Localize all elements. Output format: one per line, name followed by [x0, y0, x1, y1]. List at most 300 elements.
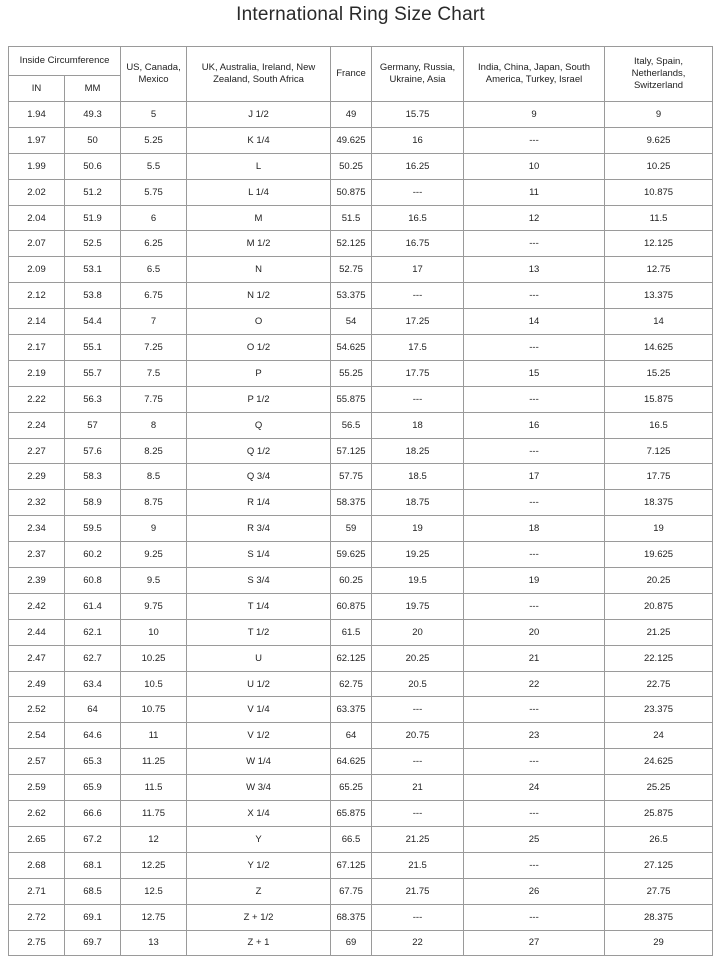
- cell-uk: Q 1/2: [187, 438, 331, 464]
- cell-italy: 27.125: [605, 852, 713, 878]
- cell-us: 9.25: [121, 542, 187, 568]
- cell-italy: 13.375: [605, 283, 713, 309]
- cell-mm: 52.5: [65, 231, 121, 257]
- cell-india: ---: [464, 852, 605, 878]
- cell-in: 2.19: [9, 360, 65, 386]
- cell-germany: 15.75: [372, 102, 464, 128]
- cell-india: ---: [464, 593, 605, 619]
- table-body: [9, 102, 713, 956]
- cell-in: 2.52: [9, 697, 65, 723]
- cell-germany: 20.25: [372, 645, 464, 671]
- cell-india: 14: [464, 309, 605, 335]
- cell-uk: K 1/4: [187, 127, 331, 153]
- cell-in: 2.32: [9, 490, 65, 516]
- cell-uk: T 1/2: [187, 619, 331, 645]
- cell-us: 10.5: [121, 671, 187, 697]
- table-row: [9, 205, 713, 231]
- cell-india: ---: [464, 749, 605, 775]
- cell-india: ---: [464, 801, 605, 827]
- cell-us: 12.25: [121, 852, 187, 878]
- header-france: France: [331, 47, 372, 102]
- cell-france: 56.5: [331, 412, 372, 438]
- cell-france: 61.5: [331, 619, 372, 645]
- cell-italy: 10.875: [605, 179, 713, 205]
- table-row: [9, 438, 713, 464]
- cell-in: 2.72: [9, 904, 65, 930]
- cell-india: 17: [464, 464, 605, 490]
- cell-uk: W 3/4: [187, 775, 331, 801]
- cell-italy: 24: [605, 723, 713, 749]
- cell-in: 2.02: [9, 179, 65, 205]
- cell-us: 8: [121, 412, 187, 438]
- cell-us: 11.75: [121, 801, 187, 827]
- cell-india: 11: [464, 179, 605, 205]
- cell-germany: 16.5: [372, 205, 464, 231]
- cell-uk: P 1/2: [187, 386, 331, 412]
- cell-mm: 68.5: [65, 878, 121, 904]
- table-row: [9, 309, 713, 335]
- cell-in: 1.94: [9, 102, 65, 128]
- cell-uk: S 3/4: [187, 568, 331, 594]
- cell-us: 8.5: [121, 464, 187, 490]
- cell-italy: 27.75: [605, 878, 713, 904]
- cell-germany: 20.5: [372, 671, 464, 697]
- table-header: [9, 47, 713, 102]
- cell-mm: 58.9: [65, 490, 121, 516]
- header-uk-australia: UK, Australia, Ireland, New Zealand, South Africa: [187, 47, 331, 102]
- cell-italy: 11.5: [605, 205, 713, 231]
- cell-mm: 61.4: [65, 593, 121, 619]
- cell-in: 2.62: [9, 801, 65, 827]
- cell-us: 6.25: [121, 231, 187, 257]
- cell-france: 55.25: [331, 360, 372, 386]
- cell-mm: 60.8: [65, 568, 121, 594]
- cell-mm: 50: [65, 127, 121, 153]
- cell-germany: 17: [372, 257, 464, 283]
- cell-italy: 10.25: [605, 153, 713, 179]
- cell-in: 2.65: [9, 826, 65, 852]
- cell-india: 10: [464, 153, 605, 179]
- table-row: [9, 360, 713, 386]
- cell-mm: 64.6: [65, 723, 121, 749]
- cell-uk: L: [187, 153, 331, 179]
- cell-in: 2.07: [9, 231, 65, 257]
- table-row: [9, 464, 713, 490]
- cell-in: 2.14: [9, 309, 65, 335]
- cell-france: 64.625: [331, 749, 372, 775]
- cell-uk: P: [187, 360, 331, 386]
- cell-india: 27: [464, 930, 605, 956]
- cell-in: 2.49: [9, 671, 65, 697]
- cell-us: 7.75: [121, 386, 187, 412]
- cell-in: 2.75: [9, 930, 65, 956]
- cell-in: 2.71: [9, 878, 65, 904]
- cell-in: 2.47: [9, 645, 65, 671]
- cell-india: 15: [464, 360, 605, 386]
- cell-us: 7.25: [121, 335, 187, 361]
- cell-uk: Z + 1: [187, 930, 331, 956]
- table-row: [9, 412, 713, 438]
- cell-india: 24: [464, 775, 605, 801]
- table-row: [9, 697, 713, 723]
- cell-in: 2.24: [9, 412, 65, 438]
- cell-india: ---: [464, 283, 605, 309]
- cell-us: 7.5: [121, 360, 187, 386]
- cell-mm: 67.2: [65, 826, 121, 852]
- cell-france: 49: [331, 102, 372, 128]
- cell-us: 6: [121, 205, 187, 231]
- cell-mm: 62.7: [65, 645, 121, 671]
- cell-in: 2.59: [9, 775, 65, 801]
- cell-italy: 16.5: [605, 412, 713, 438]
- cell-us: 12.5: [121, 878, 187, 904]
- cell-italy: 12.75: [605, 257, 713, 283]
- cell-us: 5.25: [121, 127, 187, 153]
- table-row: [9, 335, 713, 361]
- cell-germany: 18.25: [372, 438, 464, 464]
- cell-france: 50.875: [331, 179, 372, 205]
- cell-india: 16: [464, 412, 605, 438]
- cell-us: 8.75: [121, 490, 187, 516]
- cell-india: ---: [464, 438, 605, 464]
- table-row: [9, 593, 713, 619]
- cell-uk: T 1/4: [187, 593, 331, 619]
- cell-in: 2.39: [9, 568, 65, 594]
- page-title: International Ring Size Chart: [236, 4, 485, 25]
- cell-italy: 12.125: [605, 231, 713, 257]
- cell-mm: 56.3: [65, 386, 121, 412]
- cell-mm: 53.1: [65, 257, 121, 283]
- table-row: [9, 568, 713, 594]
- cell-us: 11.25: [121, 749, 187, 775]
- cell-india: ---: [464, 490, 605, 516]
- cell-mm: 51.9: [65, 205, 121, 231]
- table-row: [9, 645, 713, 671]
- cell-india: 12: [464, 205, 605, 231]
- cell-mm: 51.2: [65, 179, 121, 205]
- cell-in: 2.29: [9, 464, 65, 490]
- table-row: [9, 723, 713, 749]
- cell-us: 9: [121, 516, 187, 542]
- cell-in: 2.37: [9, 542, 65, 568]
- table-row: [9, 826, 713, 852]
- cell-india: 20: [464, 619, 605, 645]
- cell-uk: N 1/2: [187, 283, 331, 309]
- cell-us: 7: [121, 309, 187, 335]
- cell-india: ---: [464, 386, 605, 412]
- cell-india: 25: [464, 826, 605, 852]
- cell-germany: 19.75: [372, 593, 464, 619]
- cell-us: 9.75: [121, 593, 187, 619]
- cell-mm: 57: [65, 412, 121, 438]
- cell-italy: 28.375: [605, 904, 713, 930]
- cell-uk: N: [187, 257, 331, 283]
- cell-mm: 65.9: [65, 775, 121, 801]
- cell-france: 62.125: [331, 645, 372, 671]
- cell-italy: 25.875: [605, 801, 713, 827]
- cell-italy: 21.25: [605, 619, 713, 645]
- cell-mm: 69.7: [65, 930, 121, 956]
- cell-italy: 15.875: [605, 386, 713, 412]
- cell-germany: 21.25: [372, 826, 464, 852]
- cell-us: 11.5: [121, 775, 187, 801]
- cell-in: 1.97: [9, 127, 65, 153]
- header-in: IN: [9, 76, 65, 102]
- cell-in: 1.99: [9, 153, 65, 179]
- cell-mm: 66.6: [65, 801, 121, 827]
- cell-in: 2.09: [9, 257, 65, 283]
- cell-uk: J 1/2: [187, 102, 331, 128]
- cell-mm: 49.3: [65, 102, 121, 128]
- cell-italy: 20.25: [605, 568, 713, 594]
- cell-germany: 17.25: [372, 309, 464, 335]
- cell-in: 2.44: [9, 619, 65, 645]
- table-row: [9, 801, 713, 827]
- cell-uk: L 1/4: [187, 179, 331, 205]
- cell-germany: 21.5: [372, 852, 464, 878]
- cell-france: 57.125: [331, 438, 372, 464]
- cell-uk: U: [187, 645, 331, 671]
- cell-germany: 20: [372, 619, 464, 645]
- cell-uk: M 1/2: [187, 231, 331, 257]
- cell-in: 2.68: [9, 852, 65, 878]
- cell-mm: 69.1: [65, 904, 121, 930]
- cell-mm: 60.2: [65, 542, 121, 568]
- cell-india: 18: [464, 516, 605, 542]
- cell-germany: 20.75: [372, 723, 464, 749]
- cell-france: 52.125: [331, 231, 372, 257]
- cell-italy: 23.375: [605, 697, 713, 723]
- cell-india: ---: [464, 542, 605, 568]
- cell-us: 6.75: [121, 283, 187, 309]
- header-mm: MM: [65, 76, 121, 102]
- cell-germany: 22: [372, 930, 464, 956]
- cell-in: 2.04: [9, 205, 65, 231]
- header-us-canada-mexico: US, Canada, Mexico: [121, 47, 187, 102]
- cell-us: 12.75: [121, 904, 187, 930]
- table-row: [9, 542, 713, 568]
- cell-us: 10: [121, 619, 187, 645]
- table-row: [9, 153, 713, 179]
- ring-size-table: [8, 46, 713, 956]
- cell-uk: O 1/2: [187, 335, 331, 361]
- cell-us: 5: [121, 102, 187, 128]
- cell-uk: V 1/4: [187, 697, 331, 723]
- cell-mm: 65.3: [65, 749, 121, 775]
- cell-uk: Q 3/4: [187, 464, 331, 490]
- cell-france: 59.625: [331, 542, 372, 568]
- cell-france: 60.875: [331, 593, 372, 619]
- cell-mm: 53.8: [65, 283, 121, 309]
- cell-us: 12: [121, 826, 187, 852]
- table-row: [9, 930, 713, 956]
- table-row: [9, 231, 713, 257]
- cell-india: ---: [464, 231, 605, 257]
- cell-italy: 26.5: [605, 826, 713, 852]
- cell-us: 5.75: [121, 179, 187, 205]
- cell-france: 59: [331, 516, 372, 542]
- cell-in: 2.42: [9, 593, 65, 619]
- cell-india: ---: [464, 335, 605, 361]
- cell-france: 62.75: [331, 671, 372, 697]
- cell-france: 51.5: [331, 205, 372, 231]
- cell-france: 67.125: [331, 852, 372, 878]
- cell-france: 65.875: [331, 801, 372, 827]
- cell-italy: 24.625: [605, 749, 713, 775]
- cell-us: 10.75: [121, 697, 187, 723]
- cell-mm: 62.1: [65, 619, 121, 645]
- table-row: [9, 127, 713, 153]
- cell-france: 68.375: [331, 904, 372, 930]
- cell-india: 23: [464, 723, 605, 749]
- cell-india: 19: [464, 568, 605, 594]
- table-row: [9, 878, 713, 904]
- cell-germany: 16.25: [372, 153, 464, 179]
- table-row: [9, 283, 713, 309]
- cell-uk: U 1/2: [187, 671, 331, 697]
- cell-in: 2.34: [9, 516, 65, 542]
- cell-italy: 20.875: [605, 593, 713, 619]
- table-row: [9, 775, 713, 801]
- cell-uk: R 3/4: [187, 516, 331, 542]
- cell-uk: Q: [187, 412, 331, 438]
- cell-france: 69: [331, 930, 372, 956]
- cell-india: 9: [464, 102, 605, 128]
- cell-italy: 18.375: [605, 490, 713, 516]
- cell-uk: Y 1/2: [187, 852, 331, 878]
- cell-germany: 19: [372, 516, 464, 542]
- cell-france: 65.25: [331, 775, 372, 801]
- header-india-china-japan: India, China, Japan, South America, Turkey, Israel: [464, 47, 605, 102]
- cell-france: 63.375: [331, 697, 372, 723]
- cell-germany: 18: [372, 412, 464, 438]
- cell-italy: 15.25: [605, 360, 713, 386]
- cell-france: 50.25: [331, 153, 372, 179]
- table-row: [9, 490, 713, 516]
- cell-germany: ---: [372, 179, 464, 205]
- cell-france: 49.625: [331, 127, 372, 153]
- cell-mm: 54.4: [65, 309, 121, 335]
- cell-in: 2.12: [9, 283, 65, 309]
- cell-germany: ---: [372, 386, 464, 412]
- cell-india: ---: [464, 697, 605, 723]
- cell-in: 2.54: [9, 723, 65, 749]
- cell-germany: 19.25: [372, 542, 464, 568]
- cell-in: 2.17: [9, 335, 65, 361]
- cell-italy: 19: [605, 516, 713, 542]
- cell-us: 11: [121, 723, 187, 749]
- cell-germany: 21.75: [372, 878, 464, 904]
- cell-in: 2.27: [9, 438, 65, 464]
- cell-mm: 59.5: [65, 516, 121, 542]
- cell-france: 52.75: [331, 257, 372, 283]
- table-row: [9, 516, 713, 542]
- cell-india: ---: [464, 127, 605, 153]
- cell-uk: M: [187, 205, 331, 231]
- cell-india: 26: [464, 878, 605, 904]
- table-row: [9, 904, 713, 930]
- cell-france: 55.875: [331, 386, 372, 412]
- table-row: [9, 852, 713, 878]
- cell-italy: 14: [605, 309, 713, 335]
- cell-italy: 9.625: [605, 127, 713, 153]
- cell-mm: 55.7: [65, 360, 121, 386]
- cell-uk: R 1/4: [187, 490, 331, 516]
- cell-us: 5.5: [121, 153, 187, 179]
- table-row: [9, 619, 713, 645]
- cell-italy: 29: [605, 930, 713, 956]
- header-italy-spain: Italy, Spain, Netherlands, Switzerland: [605, 47, 713, 102]
- header-germany-russia: Germany, Russia, Ukraine, Asia: [372, 47, 464, 102]
- cell-italy: 9: [605, 102, 713, 128]
- table-row: [9, 257, 713, 283]
- table-row: [9, 671, 713, 697]
- cell-mm: 57.6: [65, 438, 121, 464]
- cell-us: 13: [121, 930, 187, 956]
- cell-france: 66.5: [331, 826, 372, 852]
- cell-uk: V 1/2: [187, 723, 331, 749]
- cell-germany: ---: [372, 283, 464, 309]
- cell-uk: Z + 1/2: [187, 904, 331, 930]
- table-row: [9, 102, 713, 128]
- cell-germany: 21: [372, 775, 464, 801]
- cell-uk: W 1/4: [187, 749, 331, 775]
- cell-mm: 50.6: [65, 153, 121, 179]
- cell-germany: ---: [372, 697, 464, 723]
- cell-germany: 19.5: [372, 568, 464, 594]
- cell-france: 60.25: [331, 568, 372, 594]
- cell-india: 13: [464, 257, 605, 283]
- cell-italy: 7.125: [605, 438, 713, 464]
- cell-italy: 17.75: [605, 464, 713, 490]
- cell-france: 67.75: [331, 878, 372, 904]
- cell-germany: 18.5: [372, 464, 464, 490]
- cell-france: 54.625: [331, 335, 372, 361]
- cell-uk: O: [187, 309, 331, 335]
- cell-in: 2.22: [9, 386, 65, 412]
- cell-france: 64: [331, 723, 372, 749]
- cell-us: 9.5: [121, 568, 187, 594]
- cell-germany: ---: [372, 801, 464, 827]
- cell-italy: 19.625: [605, 542, 713, 568]
- cell-france: 58.375: [331, 490, 372, 516]
- cell-india: ---: [464, 904, 605, 930]
- cell-uk: S 1/4: [187, 542, 331, 568]
- table-row: [9, 749, 713, 775]
- cell-uk: Y: [187, 826, 331, 852]
- cell-us: 6.5: [121, 257, 187, 283]
- table-row: [9, 179, 713, 205]
- cell-mm: 58.3: [65, 464, 121, 490]
- cell-mm: 64: [65, 697, 121, 723]
- cell-germany: 16.75: [372, 231, 464, 257]
- cell-italy: 22.75: [605, 671, 713, 697]
- cell-us: 8.25: [121, 438, 187, 464]
- cell-mm: 63.4: [65, 671, 121, 697]
- cell-uk: X 1/4: [187, 801, 331, 827]
- cell-italy: 22.125: [605, 645, 713, 671]
- header-inside-circumference: Inside Circumference: [9, 47, 121, 76]
- cell-uk: Z: [187, 878, 331, 904]
- cell-france: 54: [331, 309, 372, 335]
- cell-germany: 17.5: [372, 335, 464, 361]
- cell-mm: 68.1: [65, 852, 121, 878]
- cell-france: 57.75: [331, 464, 372, 490]
- cell-mm: 55.1: [65, 335, 121, 361]
- cell-germany: 17.75: [372, 360, 464, 386]
- cell-india: 21: [464, 645, 605, 671]
- cell-germany: 16: [372, 127, 464, 153]
